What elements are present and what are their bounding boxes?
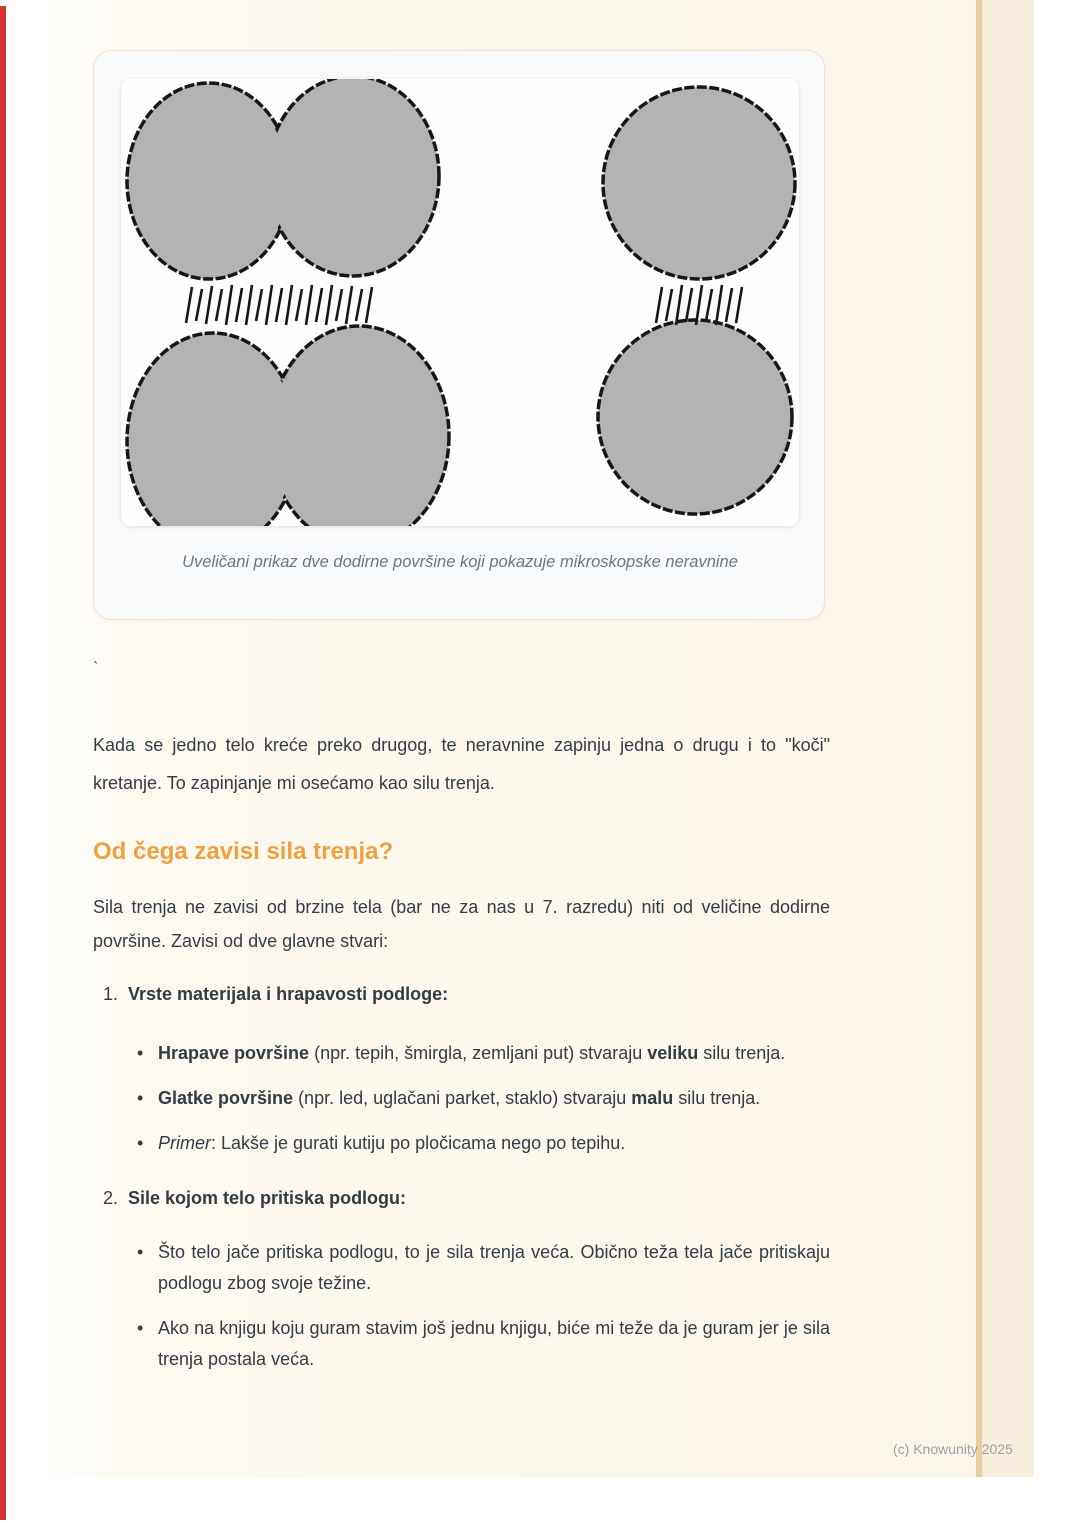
bullet-pressing-force [93, 1237, 830, 1299]
figure-caption: Uveličani prikaz dve dodirne površine koji pokazuje mikroskopske neravnine [182, 553, 738, 571]
factors-list [93, 980, 830, 1375]
section-heading: Od čega zavisi sila trenja? [93, 838, 394, 865]
bullet-rough-surfaces [93, 1038, 830, 1069]
bullet-text: Hrapave površine (npr. tepih, šmirgla, zemljani put) stvaraju veliku silu trenja. [158, 1043, 786, 1063]
figure-card [93, 50, 825, 620]
bullet-text: Glatke površine (npr. led, uglačani parket, staklo) stvaraju malu silu trenja. [158, 1088, 761, 1108]
lead-paragraph: Sila trenja ne zavisi od brzine tela (bar ne za nas u 7. razredu) niti od veličine dodirne površine. Zavisi od dve glavne stvari: [93, 897, 830, 951]
bullet-text: Ako na knjigu koju guram stavim još jednu knjigu, biće mi teže da je guram jer je sila trenja postala veća. [158, 1318, 830, 1369]
bullet-dot [137, 1083, 158, 1114]
copyright-watermark: (c) Knowunity 2025 [893, 1441, 1013, 1457]
stray-backtick-character: ` [93, 660, 99, 677]
bullet-text: Što telo jače pritiska podlogu, to je sila trenja veća. Obično teža tela jače pritiskaju podlogu zbog svoje težine. [158, 1242, 830, 1293]
list-item-2-number: 2. [103, 1188, 119, 1208]
bullet-dot [137, 1313, 158, 1375]
list-item-2-title: Sile kojom telo pritiska podlogu: [128, 1188, 407, 1208]
list-item-1-number: 1. [103, 984, 119, 1004]
surface-blobs-graphic [121, 79, 799, 526]
bullet-dot [137, 1128, 158, 1159]
bullet-dot [137, 1038, 158, 1069]
bullet-book-example [93, 1313, 830, 1375]
bullet-example [93, 1128, 830, 1159]
bullet-smooth-surfaces [93, 1083, 830, 1114]
bullet-dot [137, 1237, 158, 1299]
list-item-2 [93, 1184, 830, 1212]
intro-paragraph: Kada se jedno telo kreće preko drugog, te neravnine zapinju jedna o drugu i to "koči" kretanje. To zapinjanje mi osećamo kao silu trenja. [93, 735, 830, 793]
bullet-text: Primer: Lakše je gurati kutiju po pločicama nego po tepihu. [158, 1133, 626, 1153]
page-right-margin-panel [982, 0, 1034, 1477]
left-edge-strip [0, 6, 6, 1520]
friction-surfaces-illustration [121, 79, 799, 526]
list-item-1 [93, 980, 830, 1008]
list-item-1-title: Vrste materijala i hrapavosti podloge: [128, 984, 449, 1004]
